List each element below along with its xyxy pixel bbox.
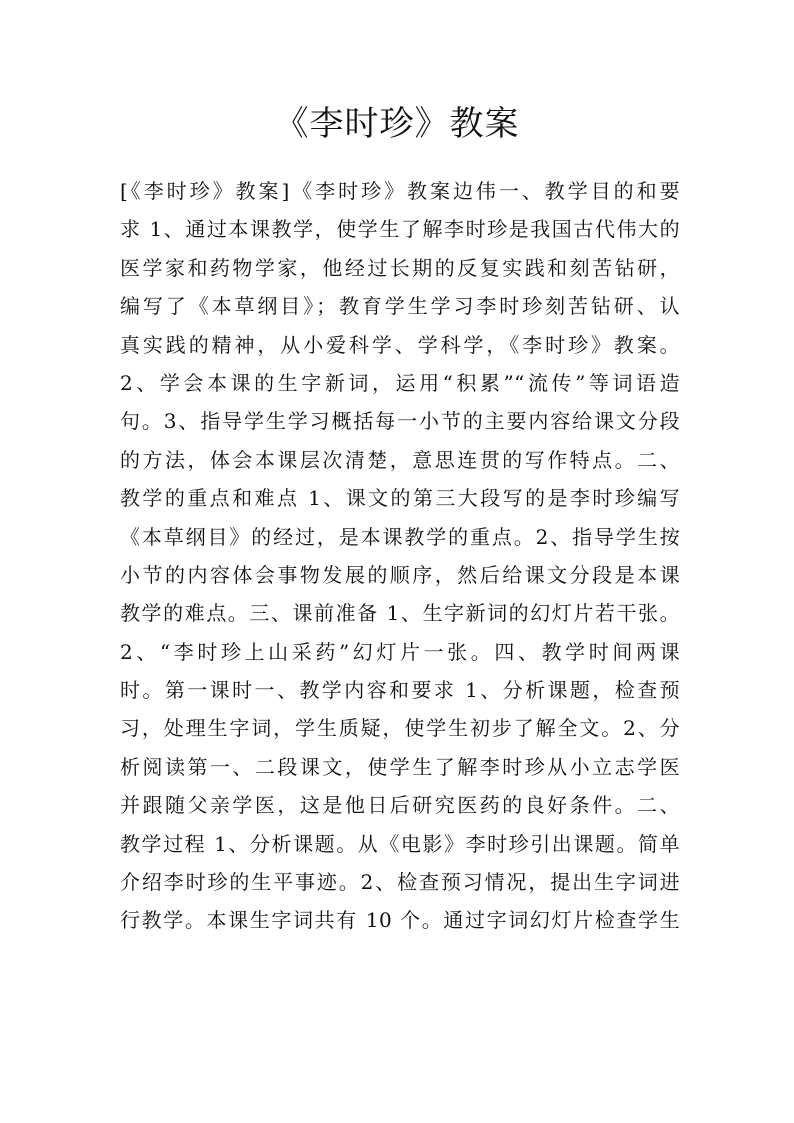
body-line: 2、学会本课的生字新词，运用“积累”“流传”等词语造 [120, 370, 680, 395]
document-body [120, 172, 680, 940]
body-line: 教学的重点和难点 1、课文的第三大段写的是李时珍编写 [120, 486, 680, 511]
body-line: 医学家和药物学家，他经过长期的反复实践和刻苦钻研， [120, 255, 680, 280]
body-line: 教学过程 1、分析课题。从《电影》李时珍引出课题。简单 [120, 831, 680, 856]
body-line: 并跟随父亲学医，这是他日后研究医药的良好条件。二、 [120, 793, 680, 818]
body-line: 的方法，体会本课层次清楚，意思连贯的写作特点。二、 [120, 447, 680, 472]
body-line: 2、“李时珍上山采药”幻灯片一张。四、教学时间两课 [120, 639, 680, 664]
body-line: 时。第一课时一、教学内容和要求 1、分析课题，检查预 [120, 678, 680, 703]
body-line: 编写了《本草纲目》；教育学生学习李时珍刻苦钻研、认 [120, 294, 680, 319]
body-line: 句。3、指导学生学习概括每一小节的主要内容给课文分段 [120, 409, 680, 434]
document-title: 《李时珍》教案 [274, 104, 520, 144]
body-line: 小节的内容体会事物发展的顺序，然后给课文分段是本课 [120, 562, 680, 587]
body-line: 析阅读第一、二段课文，使学生了解李时珍从小立志学医 [120, 754, 680, 779]
body-line: [《李时珍》教案]《李时珍》教案边伟一、教学目的和要 [120, 179, 680, 203]
body-line: 求 1、通过本课教学，使学生了解李时珍是我国古代伟大的 [120, 217, 680, 242]
body-line: 真实践的精神，从小爱科学、学科学，《李时珍》教案。 [120, 332, 680, 357]
body-line: 介绍李时珍的生平事迹。2、检查预习情况，提出生字词进 [120, 870, 680, 895]
body-line: 《本草纲目》的经过，是本课教学的重点。2、指导学生按 [120, 524, 680, 549]
body-line: 行教学。本课生字词共有 10 个。通过字词幻灯片检查学生 [120, 908, 680, 933]
body-line: 教学的难点。三、课前准备 1、生字新词的幻灯片若干张。 [120, 601, 680, 626]
body-line: 习，处理生字词，学生质疑，使学生初步了解全文。2、分 [120, 716, 680, 741]
